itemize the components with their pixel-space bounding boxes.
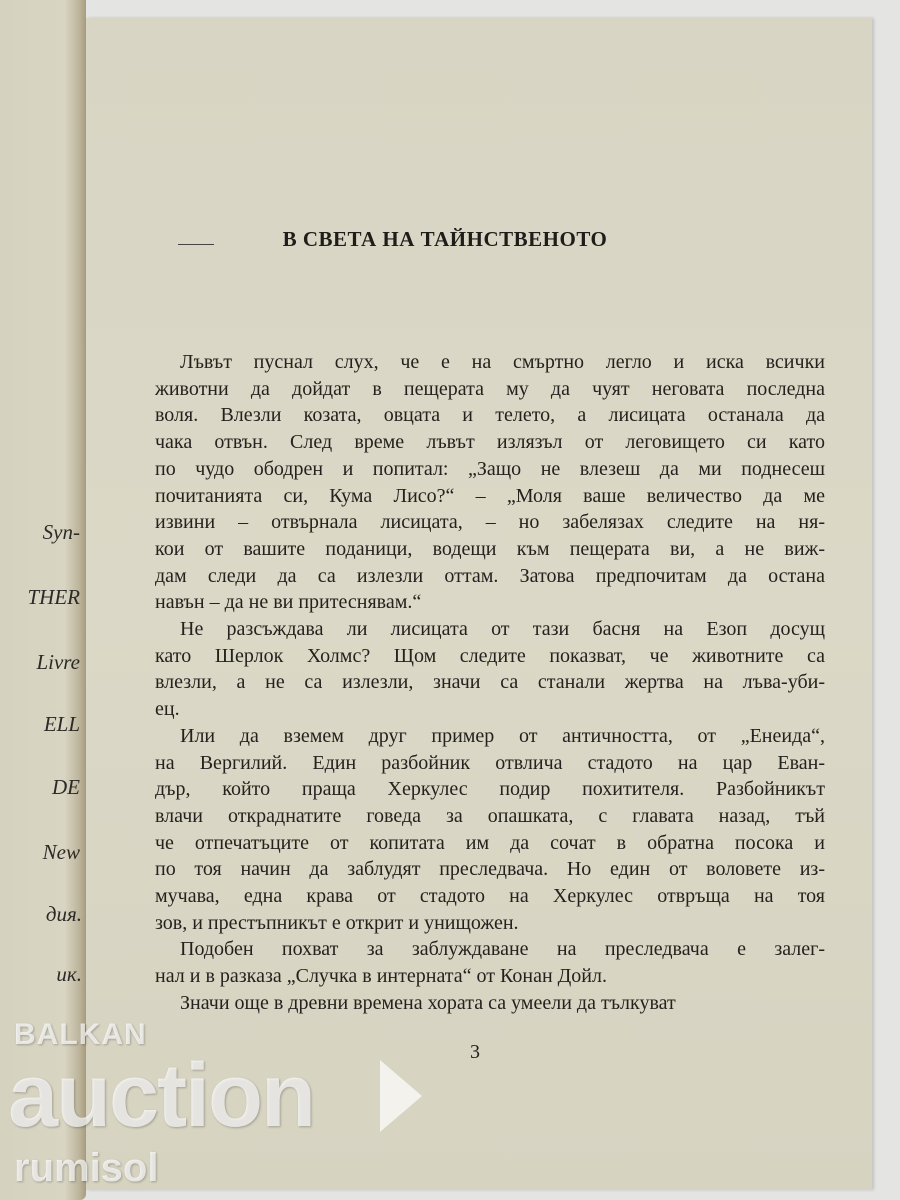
text-line: животни да дойдат в пещерата му да чуят неговата последна <box>155 377 825 400</box>
text-line: навън – да не ви притеснявам.“ <box>155 591 422 614</box>
left-page-fragment: New <box>42 840 80 864</box>
text-line: кои от вашите поданици, водещи към пещерата ви, а не виж- <box>155 537 825 560</box>
text-line: Не разсъждава ли лисицата от тази басня на Езоп досущ <box>180 618 825 640</box>
text-line: чака отвън. След време лъвът излязъл от леговището си като <box>155 431 825 454</box>
left-page-fragment: DE <box>52 775 80 799</box>
text-line: воля. Влезли козата, овцата и телето, а лисицата останала да <box>155 404 825 427</box>
text-line: зов, и престъпникът е открит и унищожен. <box>155 911 519 934</box>
text-line: че отпечатъците от копитата им да сочат в обратна посока и <box>155 831 825 854</box>
watermark-balkan: BALKAN <box>14 1018 147 1051</box>
text-line: дър, който праща Херкулес подир похитителя. Разбойникът <box>155 778 825 801</box>
text-line: ец. <box>155 698 180 721</box>
text-line: на Вергилий. Един разбойник отвлича стадото на цар Еван- <box>155 751 825 774</box>
chapter-title: В СВЕТА НА ТАЙНСТВЕНОТО <box>282 227 608 251</box>
text-line: по тоя начин да заблудят преследвача. Но един от воловете из- <box>155 858 825 881</box>
left-page-fragment: ик. <box>56 962 82 986</box>
left-page-fragment: THER <box>27 585 80 609</box>
title-dash <box>178 244 214 245</box>
text-line: Или да вземем друг пример от античността, от „Енеида“, <box>180 724 825 747</box>
text-line: почитанията си, Кума Лисо?“ – „Моля ваше величество да ме <box>155 484 825 507</box>
left-page-fragment: ELL <box>43 712 80 736</box>
text-line: извини – отвърнала лисицата, – но забелязах следите на ня- <box>155 511 825 534</box>
page-number: 3 <box>470 1041 480 1063</box>
left-page-fragment: Syn- <box>42 520 80 544</box>
watermark-rumisol: rumisol <box>14 1146 159 1190</box>
left-page-fragment: Livre <box>36 650 80 674</box>
text-line: влачи откраднатите говеда за опашката, с главата назад, тъй <box>155 804 825 827</box>
left-page-fragment: дия. <box>45 902 82 926</box>
text-line: Подобен похват за заблуждаване на преследвача е залег- <box>180 938 825 961</box>
text-line: мучава, една крава от стадото на Херкулес отвръща на тоя <box>155 885 825 907</box>
text-line: дам следи да са излезли оттам. Затова предпочитам да остана <box>155 564 825 587</box>
text-line: Лъвът пуснал слух, че е на смъртно легло и иска всички <box>180 351 825 373</box>
text-line: Значи още в древни времена хората са умеели да тълкуват <box>180 991 676 1014</box>
text-line: нал и в разказа „Случка в интерната“ от Конан Дойл. <box>155 965 607 988</box>
watermark-auction: auction <box>8 1046 315 1146</box>
watermark-arrow-icon <box>380 1060 422 1132</box>
text-line: като Шерлок Холмс? Щом следите показват, че животните са <box>155 644 825 667</box>
text-line: по чудо ободрен и попитал: „Защо не влезеш да ми поднесеш <box>155 457 825 480</box>
text-line: влезли, а не са излезли, значи са станали жертва на лъва-уби- <box>155 671 825 694</box>
